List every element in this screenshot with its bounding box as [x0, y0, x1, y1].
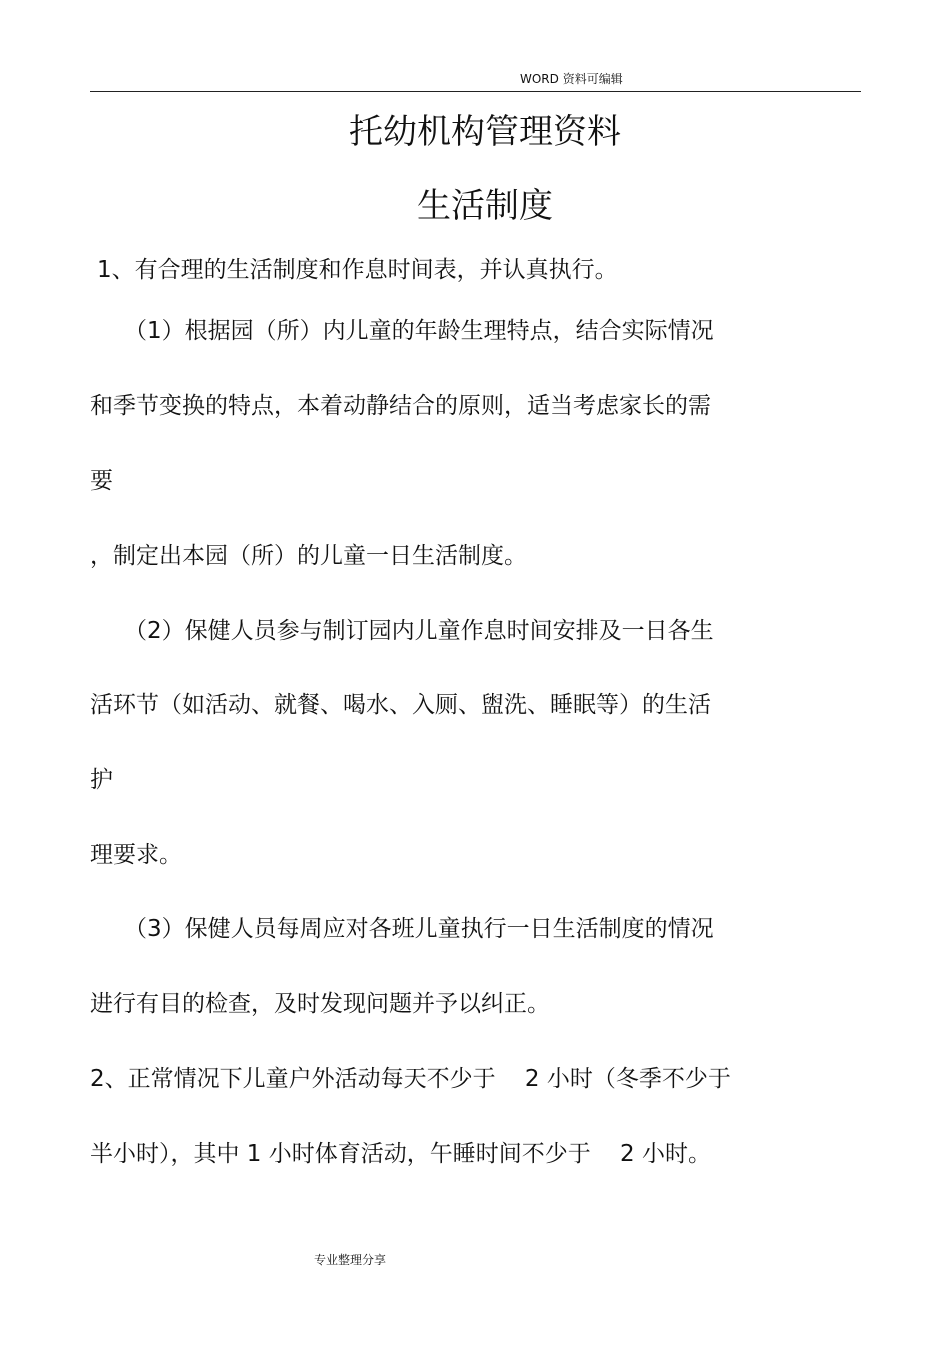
body-line: （1）根据园（所）内儿童的年龄生理特点，结合实际情况 [124, 318, 714, 344]
body-line: 进行有目的检查，及时发现问题并予以纠正。 [90, 991, 550, 1017]
document-title: 托幼机构管理资料 [349, 112, 621, 152]
body-line: （2）保健人员参与制订园内儿童作息时间安排及一日各生 [124, 618, 714, 644]
body-line: 1、有合理的生活制度和作息时间表，并认真执行。 [97, 257, 618, 283]
body-line: 2、正常情况下儿童户外活动每天不少于 2 小时（冬季不少于 [90, 1066, 731, 1092]
body-line: 活环节（如活动、就餐、喝水、入厕、盥洗、睡眠等）的生活 [90, 692, 711, 718]
body-line: （3）保健人员每周应对各班儿童执行一日生活制度的情况 [124, 916, 714, 942]
header-label: WORD 资料可编辑 [520, 72, 623, 86]
body-line: 半小时），其中 1 小时体育活动，午睡时间不少于 2 小时。 [90, 1141, 711, 1167]
body-line: ，制定出本园（所）的儿童一日生活制度。 [90, 543, 527, 569]
body-line: 和季节变换的特点，本着动静结合的原则，适当考虑家长的需 [90, 393, 711, 419]
body-line: 要 [90, 468, 113, 494]
body-line: 护 [90, 767, 113, 793]
page-footer: 专业整理分享 [314, 1253, 387, 1267]
body-line: 理要求。 [90, 842, 182, 868]
header-divider [90, 91, 861, 92]
section-title: 生活制度 [417, 186, 553, 226]
